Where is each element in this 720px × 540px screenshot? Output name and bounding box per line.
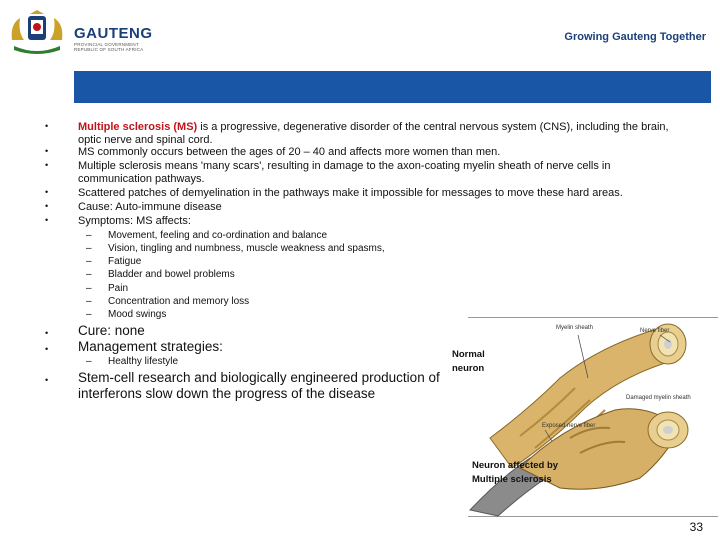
bullet-demyelination: Scattered patches of demyelination in the pathways make it impossible for messages to move these hard areas. [78,187,623,199]
bullet-ms-definition [78,121,678,146]
bullet-dot: • [45,375,49,385]
neuron-illustration [450,318,720,518]
ms-definition-text: is a progressive, degenerative disorder of the central nervous system (CNS), including the brain, optic nerve and spinal cord. [78,121,669,146]
symptom-item: Fatigue [108,256,142,267]
bullet-research: Stem-cell research and biologically engineered production of interferons slow down the progress of the disease [78,370,440,401]
bullet-symptoms: Symptoms: MS affects: [78,215,191,227]
callout-myelin-sheath: Myelin sheath [556,325,594,331]
dash-marker: – [86,269,92,280]
bullet-dot: • [45,201,49,211]
page-number: 33 [689,520,703,534]
normal-neuron-label: Normal neuron [452,349,485,374]
dash-marker: – [86,243,92,254]
symptom-item: Movement, feeling and co-ordination and balance [108,230,328,241]
symptom-item: Mood swings [108,309,167,320]
bullet-dot: • [45,146,49,156]
bullet-dot: • [45,344,49,354]
bullet-dot: • [45,121,49,131]
brand-name: GAUTENG [74,25,153,42]
bullet-dot: • [45,328,49,338]
bullet-dot: • [45,215,49,225]
title-band [74,71,711,103]
dash-marker: – [86,256,92,267]
ms-term: Multiple sclerosis (MS) [78,121,198,133]
bullet-meaning: Multiple sclerosis means 'many scars', resulting in damage to the axon-coating myelin sheath of nerve cells in communication pathways. [78,160,611,185]
brand-subtitle: PROVINCIAL GOVERNMENT [74,42,139,47]
symptom-item: Bladder and bowel problems [108,269,235,280]
bullet-age: MS commonly occurs between the ages of 20 – 40 and affects more women than men. [78,146,501,158]
dash-marker: – [86,356,92,367]
dash-marker: – [86,230,92,241]
affected-neuron-label: Neuron affected by Multiple sclerosis [472,460,559,485]
symptom-item: Concentration and memory loss [108,296,250,307]
brand-country: REPUBLIC OF SOUTH AFRICA [74,47,144,52]
tagline: Growing Gauteng Together [564,31,706,43]
callout-damaged-myelin: Damaged myelin sheath [626,395,691,401]
bullet-cause: Cause: Auto-immune disease [78,201,222,213]
symptom-item: Vision, tingling and numbness, muscle weakness and spasms, [108,243,385,254]
bullet-cure: Cure: none [78,323,145,338]
bullet-dot: • [45,187,49,197]
coat-of-arms-logo [8,10,66,56]
dash-marker: – [86,283,92,294]
symptom-item: Pain [108,283,129,294]
bullet-dot: • [45,160,49,170]
callout-nerve-fiber: Nerve fiber [640,328,670,334]
bullet-strategies: Management strategies: [78,339,223,354]
brand-block [74,26,153,52]
dash-marker: – [86,296,92,307]
strategy-item: Healthy lifestyle [108,356,179,367]
dash-marker: – [86,309,92,320]
callout-exposed-fiber: Exposed nerve fiber [542,423,596,429]
